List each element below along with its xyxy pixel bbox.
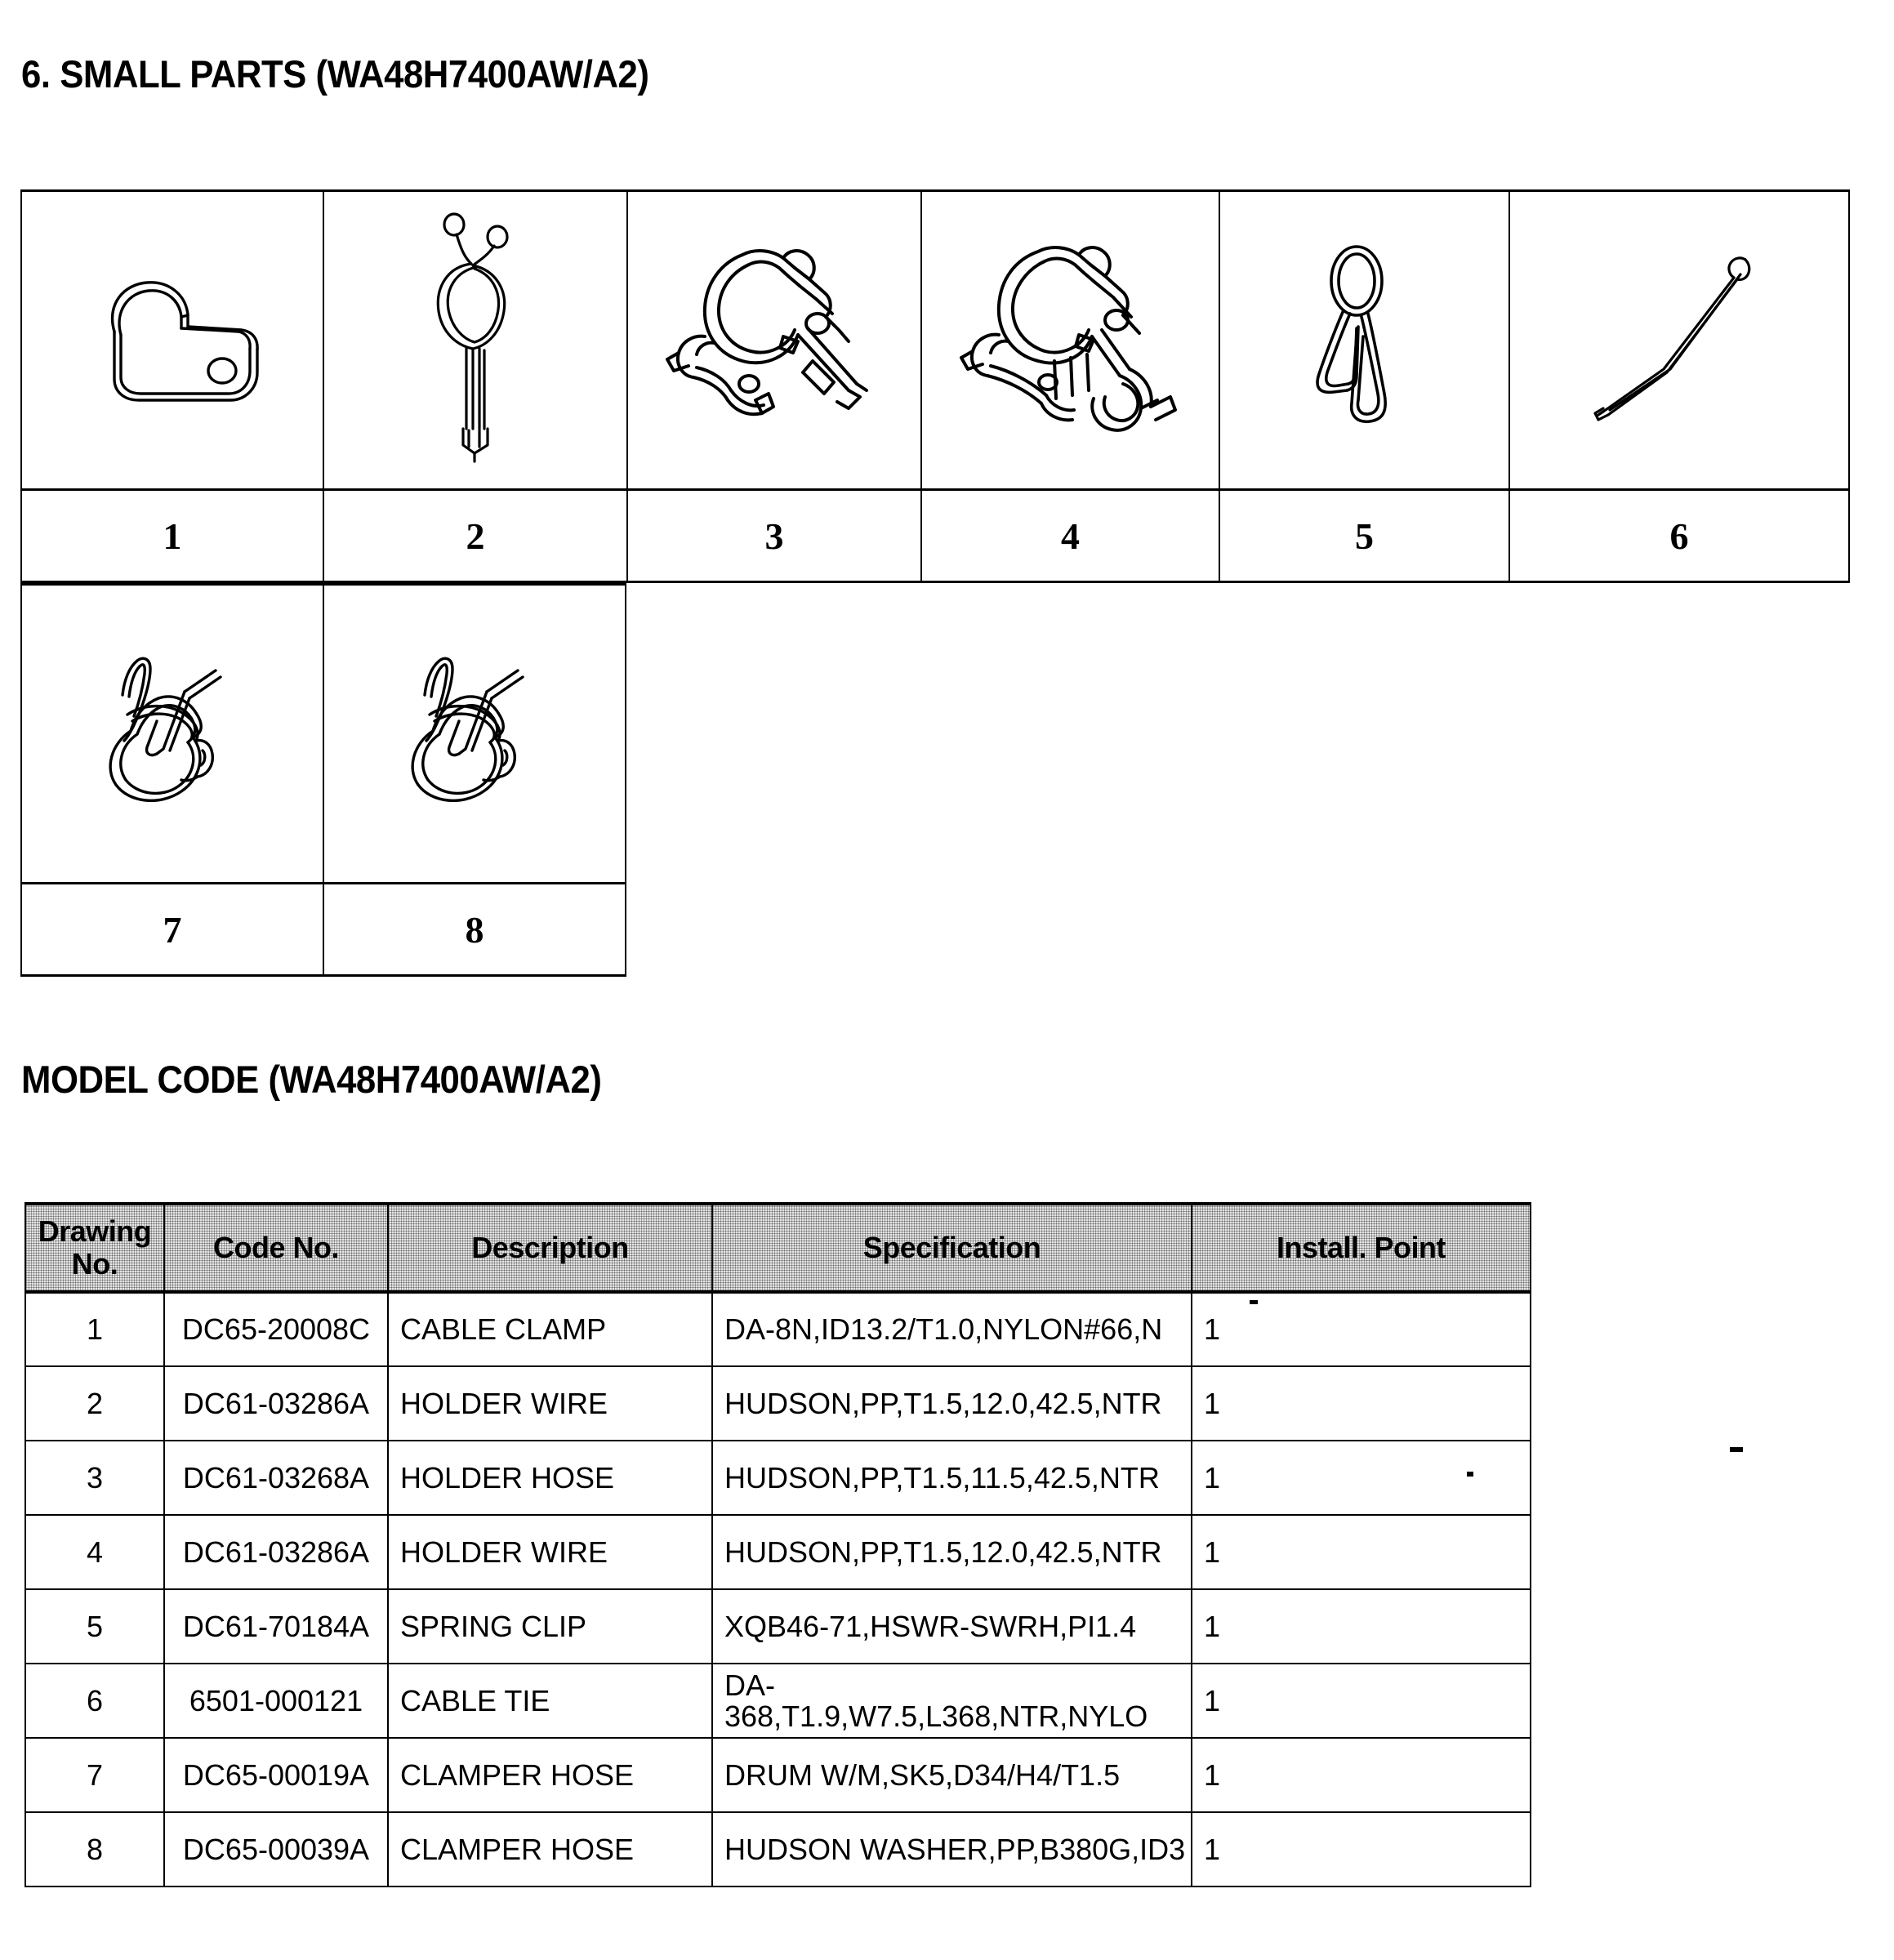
cell-drawing-no: 4 — [25, 1515, 164, 1589]
column-header-specification: Specification — [712, 1204, 1192, 1292]
part-number-cell-1 — [20, 488, 323, 583]
cell-specification: HUDSON WASHER,PP,B380G,ID3 — [712, 1812, 1192, 1886]
cell-drawing-no: 1 — [25, 1292, 164, 1366]
part-cell-8 — [323, 583, 626, 882]
part-number-label: 1 — [163, 514, 182, 557]
cell-code-no: DC65-20008C — [164, 1292, 388, 1366]
scan-artifact — [1730, 1447, 1743, 1452]
parts-number-row-1 — [20, 488, 1850, 583]
table-row — [25, 1664, 1531, 1738]
cell-drawing-no: 7 — [25, 1738, 164, 1812]
cell-code-no: 6501-000121 — [164, 1664, 388, 1738]
table-row — [25, 1589, 1531, 1664]
cell-specification: HUDSON,PP,T1.5,11.5,42.5,NTR — [712, 1441, 1192, 1515]
part-number-cell-6 — [1509, 488, 1850, 583]
part-number-cell-8 — [323, 882, 626, 977]
cell-drawing-no: 8 — [25, 1812, 164, 1886]
cell-install-point: 1 — [1192, 1812, 1531, 1886]
cell-specification: XQB46-71,HSWR-SWRH,PI1.4 — [712, 1589, 1192, 1664]
part-number-cell-7 — [20, 882, 323, 977]
cell-drawing-no: 2 — [25, 1366, 164, 1441]
table-row — [25, 1515, 1531, 1589]
scan-artifact — [1250, 1300, 1258, 1304]
part-number-cell-5 — [1219, 488, 1509, 583]
cell-install-point: 1 — [1192, 1366, 1531, 1441]
part-number-cell-2 — [323, 488, 626, 583]
cell-install-point: 1 — [1192, 1441, 1531, 1515]
part-cell-7 — [20, 583, 323, 882]
cell-description: HOLDER WIRE — [388, 1366, 712, 1441]
table-header-row — [25, 1204, 1531, 1292]
table-row — [25, 1366, 1531, 1441]
column-header-drawing-no: Drawing No. — [25, 1204, 164, 1292]
cell-description: CABLE CLAMP — [388, 1292, 712, 1366]
part-number-cell-4 — [920, 488, 1219, 583]
cell-code-no: DC61-03286A — [164, 1515, 388, 1589]
cell-code-no: DC65-00019A — [164, 1738, 388, 1812]
part-number-label: 8 — [465, 908, 484, 951]
part-number-label: 7 — [163, 908, 182, 951]
cell-description: HOLDER WIRE — [388, 1515, 712, 1589]
cell-code-no: DC65-00039A — [164, 1812, 388, 1886]
part-cell-1 — [20, 189, 323, 488]
cell-install-point: 1 — [1192, 1664, 1531, 1738]
cell-description: CABLE TIE — [388, 1664, 712, 1738]
scan-artifact — [1467, 1472, 1473, 1477]
column-header-code-no: Code No. — [164, 1204, 388, 1292]
parts-illustration-grid — [20, 189, 1850, 977]
cell-specification: DRUM W/M,SK5,D34/H4/T1.5 — [712, 1738, 1192, 1812]
parts-image-row-2 — [20, 583, 1850, 882]
column-header-install-point: Install. Point — [1192, 1204, 1531, 1292]
part-cell-2 — [323, 189, 626, 488]
part-cell-4 — [920, 189, 1219, 488]
table-row — [25, 1812, 1531, 1886]
parts-image-row-1 — [20, 189, 1850, 488]
cell-description: CLAMPER HOSE — [388, 1738, 712, 1812]
cable-clamp-icon — [22, 192, 323, 488]
part-number-label: 6 — [1669, 514, 1689, 557]
cell-install-point: 1 — [1192, 1515, 1531, 1589]
parts-section-title: 6. SMALL PARTS (WA48H7400AW/A2) — [21, 52, 649, 96]
cell-code-no: DC61-03268A — [164, 1441, 388, 1515]
part-number-label: 4 — [1061, 514, 1080, 557]
cell-code-no: DC61-03286A — [164, 1366, 388, 1441]
spring-clip-icon — [1220, 192, 1509, 488]
holder-hose-bracket-icon — [628, 192, 920, 488]
cell-specification: HUDSON,PP,T1.5,12.0,42.5,NTR — [712, 1366, 1192, 1441]
holder-wire-icon — [324, 192, 626, 488]
cell-install-point: 1 — [1192, 1589, 1531, 1664]
part-cell-3 — [626, 189, 920, 488]
part-cell-5 — [1219, 189, 1509, 488]
cell-specification: DA-368,T1.9,W7.5,L368,NTR,NYLO — [712, 1664, 1192, 1738]
cell-specification: DA-8N,ID13.2/T1.0,NYLON#66,N — [712, 1292, 1192, 1366]
table-row — [25, 1441, 1531, 1515]
model-code-table — [25, 1202, 1531, 1887]
part-number-label: 3 — [764, 514, 784, 557]
cell-install-point: 1 — [1192, 1738, 1531, 1812]
cell-drawing-no: 6 — [25, 1664, 164, 1738]
cell-code-no: DC61-70184A — [164, 1589, 388, 1664]
table-row — [25, 1292, 1531, 1366]
part-number-cell-3 — [626, 488, 920, 583]
cell-description: SPRING CLIP — [388, 1589, 712, 1664]
clamper-hose-icon — [324, 586, 625, 882]
cell-description: HOLDER HOSE — [388, 1441, 712, 1515]
part-cell-6 — [1509, 189, 1850, 488]
cell-drawing-no: 5 — [25, 1589, 164, 1664]
table-row — [25, 1738, 1531, 1812]
cable-tie-icon — [1510, 192, 1848, 488]
cell-specification: HUDSON,PP,T1.5,12.0,42.5,NTR — [712, 1515, 1192, 1589]
model-code-title: MODEL CODE (WA48H7400AW/A2) — [21, 1058, 602, 1101]
cell-description: CLAMPER HOSE — [388, 1812, 712, 1886]
holder-wire-bracket-icon — [922, 192, 1219, 488]
clamper-hose-icon — [22, 586, 323, 882]
part-number-label: 5 — [1355, 514, 1374, 557]
column-header-description: Description — [388, 1204, 712, 1292]
parts-number-row-2 — [20, 882, 1850, 977]
cell-drawing-no: 3 — [25, 1441, 164, 1515]
cell-install-point: 1 — [1192, 1292, 1531, 1366]
part-number-label: 2 — [466, 514, 485, 557]
